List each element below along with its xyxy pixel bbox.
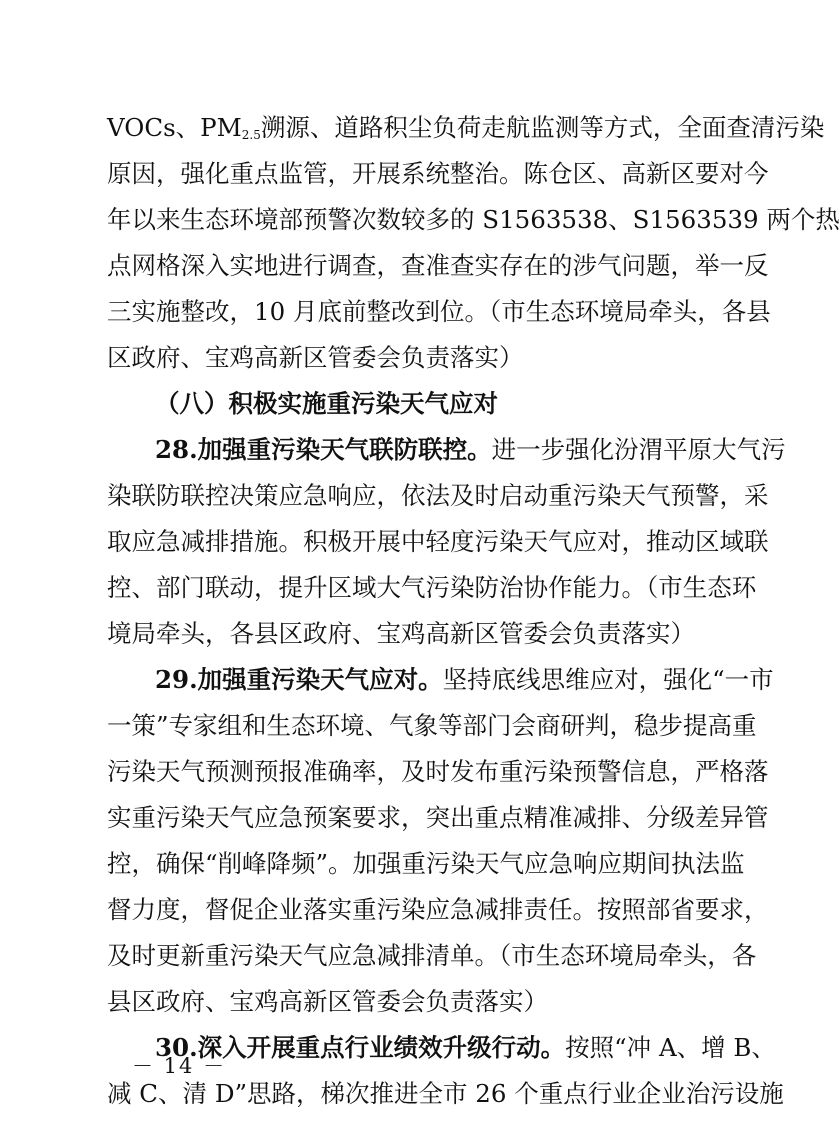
item-29-line: 控，确保“削峰降频”。加强重污染天气应急响应期间执法监 xyxy=(107,849,745,878)
section-heading: （八）积极实施重污染天气应对 xyxy=(155,389,498,418)
paragraph-line: 三实施整改，10 月底前整改到位。（市生态环境局牵头，各县 xyxy=(107,297,771,326)
text-run: 进一步强化汾渭平原大气污 xyxy=(491,435,786,464)
text-run: 坚持底线思维应对，强化“一市 xyxy=(442,665,774,694)
page-number: － 14 － xyxy=(132,1054,227,1078)
item-28-line: 境局牵头，各县区政府、宝鸡高新区管委会负责落实） xyxy=(107,619,695,648)
paragraph-line: 点网格深入实地进行调查，查准查实存在的涉气问题，举一反 xyxy=(107,251,769,280)
item-28-line: 染联防联控决策应急响应，依法及时启动重污染天气预警，采 xyxy=(107,481,769,510)
item-28-line xyxy=(155,428,786,472)
text-run: 溯源、道路积尘负荷走航监测等方式，全面查清污染 xyxy=(260,113,825,142)
text-run: VOCs、PM xyxy=(107,113,242,142)
item-29-line: 县区政府、宝鸡高新区管委会负责落实） xyxy=(107,987,548,1016)
item-28-line: 取应急减排措施。积极开展中轻度污染天气应对，推动区域联 xyxy=(107,527,769,556)
item-30-line xyxy=(155,1026,776,1070)
item-29-line: 一策”专家组和生态环境、气象等部门会商研判，稳步提高重 xyxy=(107,711,757,740)
subscript: 2.5 xyxy=(241,128,261,142)
paragraph-line: 年以来生态环境部预警次数较多的 S1563538、S1563539 两个热 xyxy=(107,205,840,234)
paragraph-line xyxy=(107,106,825,150)
item-30-line: 减 C、清 D”思路，梯次推进全市 26 个重点行业企业治污设施 xyxy=(107,1079,784,1108)
item-29-line: 污染天气预测预报准确率，及时发布重污染预警信息，严格落 xyxy=(107,757,769,786)
item-29-title: 29.加强重污染天气应对。 xyxy=(155,665,443,694)
item-28-line: 控、部门联动，提升区域大气污染防治协作能力。（市生态环 xyxy=(107,573,757,602)
paragraph-line: 原因，强化重点监管，开展系统整治。陈仓区、高新区要对今 xyxy=(107,159,769,188)
item-30-title: 30.深入开展重点行业绩效升级行动。 xyxy=(155,1033,566,1062)
text-run: 按照“冲 A、增 B、 xyxy=(565,1033,776,1062)
paragraph-line: 区政府、宝鸡高新区管委会负责落实） xyxy=(107,343,524,372)
item-28-title: 28.加强重污染天气联防联控。 xyxy=(155,435,492,464)
item-29-line: 实重污染天气应急预案要求，突出重点精准减排、分级差异管 xyxy=(107,803,769,832)
item-29-line: 及时更新重污染天气应急减排清单。（市生态环境局牵头，各 xyxy=(107,941,757,970)
item-29-line xyxy=(155,658,774,702)
item-29-line: 督力度，督促企业落实重污染应急减排责任。按照部省要求， xyxy=(107,895,769,924)
